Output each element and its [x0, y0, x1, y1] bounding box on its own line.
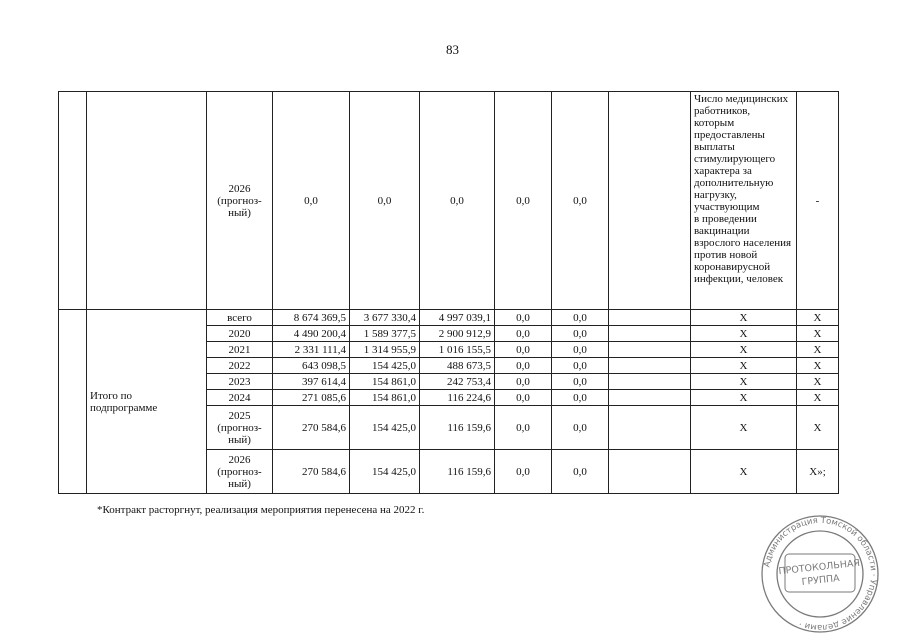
total-cell: 4 490 200,4	[273, 326, 350, 342]
indicator-line: нагрузку,	[694, 189, 737, 201]
indicator-cell: X	[691, 406, 797, 450]
federal-cell: 1 314 955,9	[350, 342, 420, 358]
indicator-cell: X	[691, 450, 797, 494]
indicator-line: в проведении	[694, 213, 757, 225]
responsible-cell	[609, 342, 691, 358]
year-cell	[207, 358, 273, 374]
indicator-value-cell: X	[797, 342, 839, 358]
total-cell: 270 584,6	[273, 406, 350, 450]
indicator-line: против новой	[694, 249, 758, 261]
indicator-cell: X	[691, 358, 797, 374]
local-cell: 0,0	[495, 358, 552, 374]
local-cell: 0,0	[495, 406, 552, 450]
regional-cell: 4 997 039,1	[420, 310, 495, 326]
year-cell	[207, 326, 273, 342]
indicator-value-cell: X»;	[797, 450, 839, 494]
year-line: 2020	[228, 327, 251, 340]
year-line: 2023	[228, 375, 251, 388]
regional-cell: 116 159,6	[420, 450, 495, 494]
indicator-value-cell: X	[797, 358, 839, 374]
federal-cell: 154 425,0	[350, 358, 420, 374]
other-cell: 0,0	[552, 358, 609, 374]
other-cell: 0,0	[552, 374, 609, 390]
responsible-cell	[609, 326, 691, 342]
total-cell: 8 674 369,5	[273, 310, 350, 326]
year-cell	[207, 92, 273, 310]
indicator-cell: X	[691, 374, 797, 390]
total-cell: 0,0	[273, 92, 350, 310]
subprogram-total-row	[59, 310, 839, 326]
subprogram-budget-table	[58, 91, 839, 494]
year-cell	[207, 374, 273, 390]
local-cell: 0,0	[495, 390, 552, 406]
year-line: 2025	[228, 409, 251, 422]
federal-cell: 3 677 330,4	[350, 310, 420, 326]
indicator-value-cell: X	[797, 390, 839, 406]
indicator-value-cell: X	[797, 326, 839, 342]
indicator-cell: X	[691, 326, 797, 342]
year-line: ный)	[228, 206, 251, 219]
other-cell: 0,0	[552, 450, 609, 494]
indicator-value-cell: X	[797, 310, 839, 326]
regional-cell: 1 016 155,5	[420, 342, 495, 358]
responsible-cell	[609, 374, 691, 390]
stamp-center-line: ГРУППА	[801, 573, 841, 588]
footnote: *Контракт расторгнут, реализация мероприятия перенесена на 2022 г.	[97, 504, 425, 516]
total-cell: 271 085,6	[273, 390, 350, 406]
regional-cell: 242 753,4	[420, 374, 495, 390]
subprogram-total-label	[87, 310, 207, 494]
year-line: (прогноз-	[217, 465, 262, 478]
total-cell: 270 584,6	[273, 450, 350, 494]
regional-cell: 2 900 912,9	[420, 326, 495, 342]
local-cell: 0,0	[495, 326, 552, 342]
indicator-line: работников,	[694, 105, 751, 117]
year-line: (прогноз-	[217, 421, 262, 434]
label-line: Итого по	[90, 389, 132, 402]
year-line: всего	[227, 311, 252, 324]
responsible-cell	[609, 406, 691, 450]
responsible-cell	[609, 92, 691, 310]
number-cell	[59, 92, 87, 310]
regional-cell: 116 224,6	[420, 390, 495, 406]
indicator-cell: X	[691, 390, 797, 406]
federal-cell: 154 861,0	[350, 374, 420, 390]
stamp-ring-text-path: Администрация Томской области · Управление делами ·	[762, 515, 879, 633]
indicator-line: характера за	[694, 165, 752, 177]
other-cell: 0,0	[552, 406, 609, 450]
indicator-line: инфекции, человек	[694, 273, 784, 285]
indicator-line: выплаты	[694, 141, 735, 153]
year-line: ный)	[228, 433, 251, 446]
year-line: 2026	[228, 453, 251, 466]
table-body	[59, 92, 839, 494]
regional-cell: 488 673,5	[420, 358, 495, 374]
indicator-line: коронавирусной	[694, 261, 771, 273]
responsible-cell	[609, 310, 691, 326]
federal-cell: 154 425,0	[350, 450, 420, 494]
number-cell	[59, 310, 87, 494]
indicator-line: предоставлены	[694, 129, 765, 141]
indicator-line: вакцинации	[694, 225, 750, 237]
indicator-cell: X	[691, 342, 797, 358]
local-cell: 0,0	[495, 374, 552, 390]
continuation-row	[59, 92, 839, 310]
responsible-cell	[609, 390, 691, 406]
year-cell	[207, 406, 273, 450]
indicator-value-cell: X	[797, 374, 839, 390]
responsible-cell	[609, 450, 691, 494]
total-cell: 397 614,4	[273, 374, 350, 390]
year-cell	[207, 390, 273, 406]
other-cell: 0,0	[552, 390, 609, 406]
indicator-line: Число медицинских	[694, 93, 789, 105]
indicator-cell	[691, 92, 797, 310]
regional-cell: 0,0	[420, 92, 495, 310]
name-cell	[87, 92, 207, 310]
stamp-center-line: ПРОТОКОЛЬНАЯ	[778, 557, 861, 578]
other-cell: 0,0	[552, 342, 609, 358]
year-line: ный)	[228, 477, 251, 490]
year-line: 2024	[228, 391, 251, 404]
year-cell	[207, 342, 273, 358]
year-cell	[207, 310, 273, 326]
total-cell: 643 098,5	[273, 358, 350, 374]
other-cell: 0,0	[552, 92, 609, 310]
federal-cell: 0,0	[350, 92, 420, 310]
indicator-cell: X	[691, 310, 797, 326]
local-cell: 0,0	[495, 450, 552, 494]
federal-cell: 1 589 377,5	[350, 326, 420, 342]
year-line: 2026	[228, 182, 251, 195]
indicator-line: участвующим	[694, 201, 760, 213]
other-cell: 0,0	[552, 310, 609, 326]
federal-cell: 154 861,0	[350, 390, 420, 406]
indicator-line: стимулирующего	[694, 153, 776, 165]
other-cell: 0,0	[552, 326, 609, 342]
year-line: 2021	[228, 343, 251, 356]
local-cell: 0,0	[495, 92, 552, 310]
indicator-value-cell: -	[797, 92, 839, 310]
indicator-line: взрослого населения	[694, 237, 792, 249]
indicator-value-cell: X	[797, 406, 839, 450]
federal-cell: 154 425,0	[350, 406, 420, 450]
local-cell: 0,0	[495, 342, 552, 358]
year-line: 2022	[228, 359, 251, 372]
year-cell	[207, 450, 273, 494]
stamp-seal	[755, 514, 885, 634]
responsible-cell	[609, 358, 691, 374]
regional-cell: 116 159,6	[420, 406, 495, 450]
label-line: подпрограмме	[90, 401, 158, 414]
total-cell: 2 331 111,4	[273, 342, 350, 358]
indicator-line: дополнительную	[694, 177, 774, 189]
year-line: (прогноз-	[217, 194, 262, 207]
indicator-line: которым	[694, 117, 735, 129]
local-cell: 0,0	[495, 310, 552, 326]
page-number: 83	[446, 42, 459, 57]
